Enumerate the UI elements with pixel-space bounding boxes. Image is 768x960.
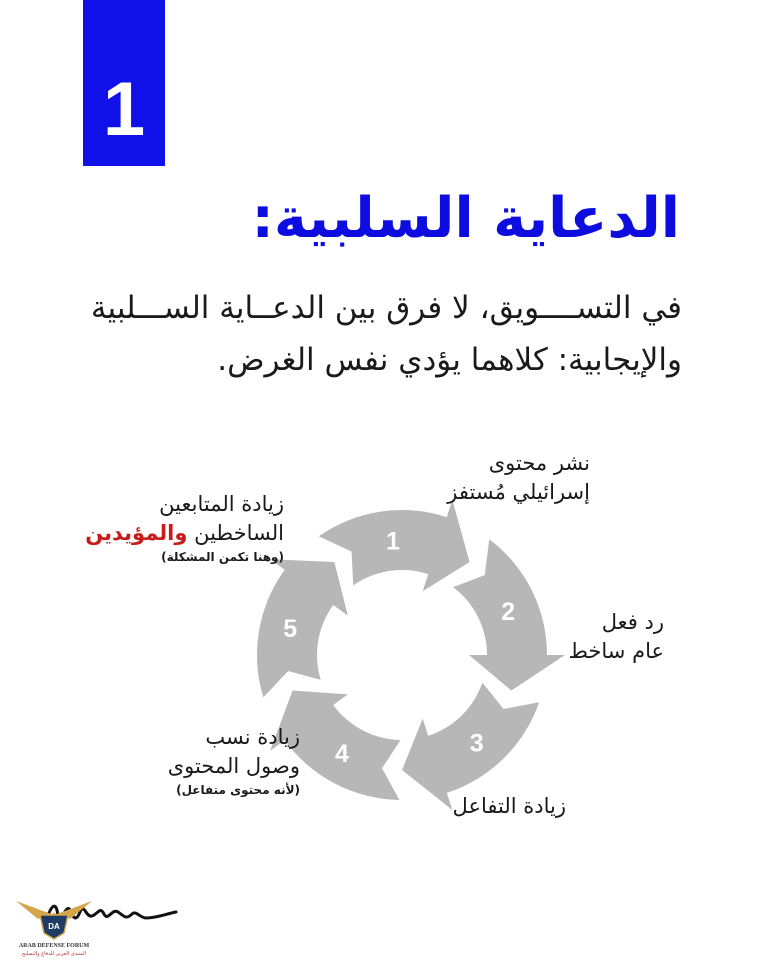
intro-line-2: والإيجابية: كلاهما يؤدي نفس الغرض. bbox=[217, 342, 682, 378]
cycle-step-number-2: 2 bbox=[501, 597, 516, 626]
step-5-label bbox=[85, 490, 284, 566]
step-3-line-1: زيادة التفاعل bbox=[452, 794, 566, 818]
step-4-note: (لأنه محتوى متفاعل) bbox=[176, 783, 300, 797]
step-2-line-1: رد فعل bbox=[601, 610, 664, 634]
step-2-line-2: عام ساخط bbox=[568, 639, 664, 663]
step-5-line-2a: الساخطين bbox=[187, 521, 284, 545]
step-1-line-2: إسرائيلي مُستفز bbox=[447, 480, 590, 504]
cycle-step-number-1: 1 bbox=[386, 527, 400, 556]
step-5-line-1: زيادة المتابعين bbox=[159, 492, 284, 516]
logo-line-1: ARAB DEFENSE FORUM bbox=[18, 943, 90, 949]
step-5-line-2 bbox=[85, 519, 284, 548]
step-3-label bbox=[453, 792, 566, 821]
step-4-label bbox=[168, 723, 300, 799]
badge-number: 1 bbox=[102, 67, 146, 152]
step-4-line-1: زيادة نسب bbox=[205, 725, 300, 749]
step-4-line-2: وصول المحتوى bbox=[167, 754, 300, 778]
cycle-arrow-5 bbox=[257, 559, 348, 697]
svg-text:DA: DA bbox=[48, 922, 60, 931]
logo-line-2: المنتدى العربي للدفاع والتسليح bbox=[21, 951, 87, 957]
step-1-label bbox=[447, 449, 590, 507]
cycle-step-number-4: 4 bbox=[334, 740, 349, 769]
cycle-step-number-3: 3 bbox=[469, 729, 484, 758]
intro-line-1: في التســــويق، لا فرق بين الدعــاية الســـلبية bbox=[90, 290, 682, 326]
cycle-step-number-5: 5 bbox=[283, 615, 298, 644]
forum-logo-icon bbox=[6, 893, 102, 957]
step-5-highlight: والمؤيدين bbox=[85, 521, 188, 545]
step-5-note: (وهنا تكمن المشكلة) bbox=[161, 550, 284, 564]
page-title: الدعاية السلبية: bbox=[251, 186, 680, 251]
step-2-label bbox=[568, 608, 664, 666]
step-1-line-1: نشر محتوى bbox=[488, 451, 590, 475]
